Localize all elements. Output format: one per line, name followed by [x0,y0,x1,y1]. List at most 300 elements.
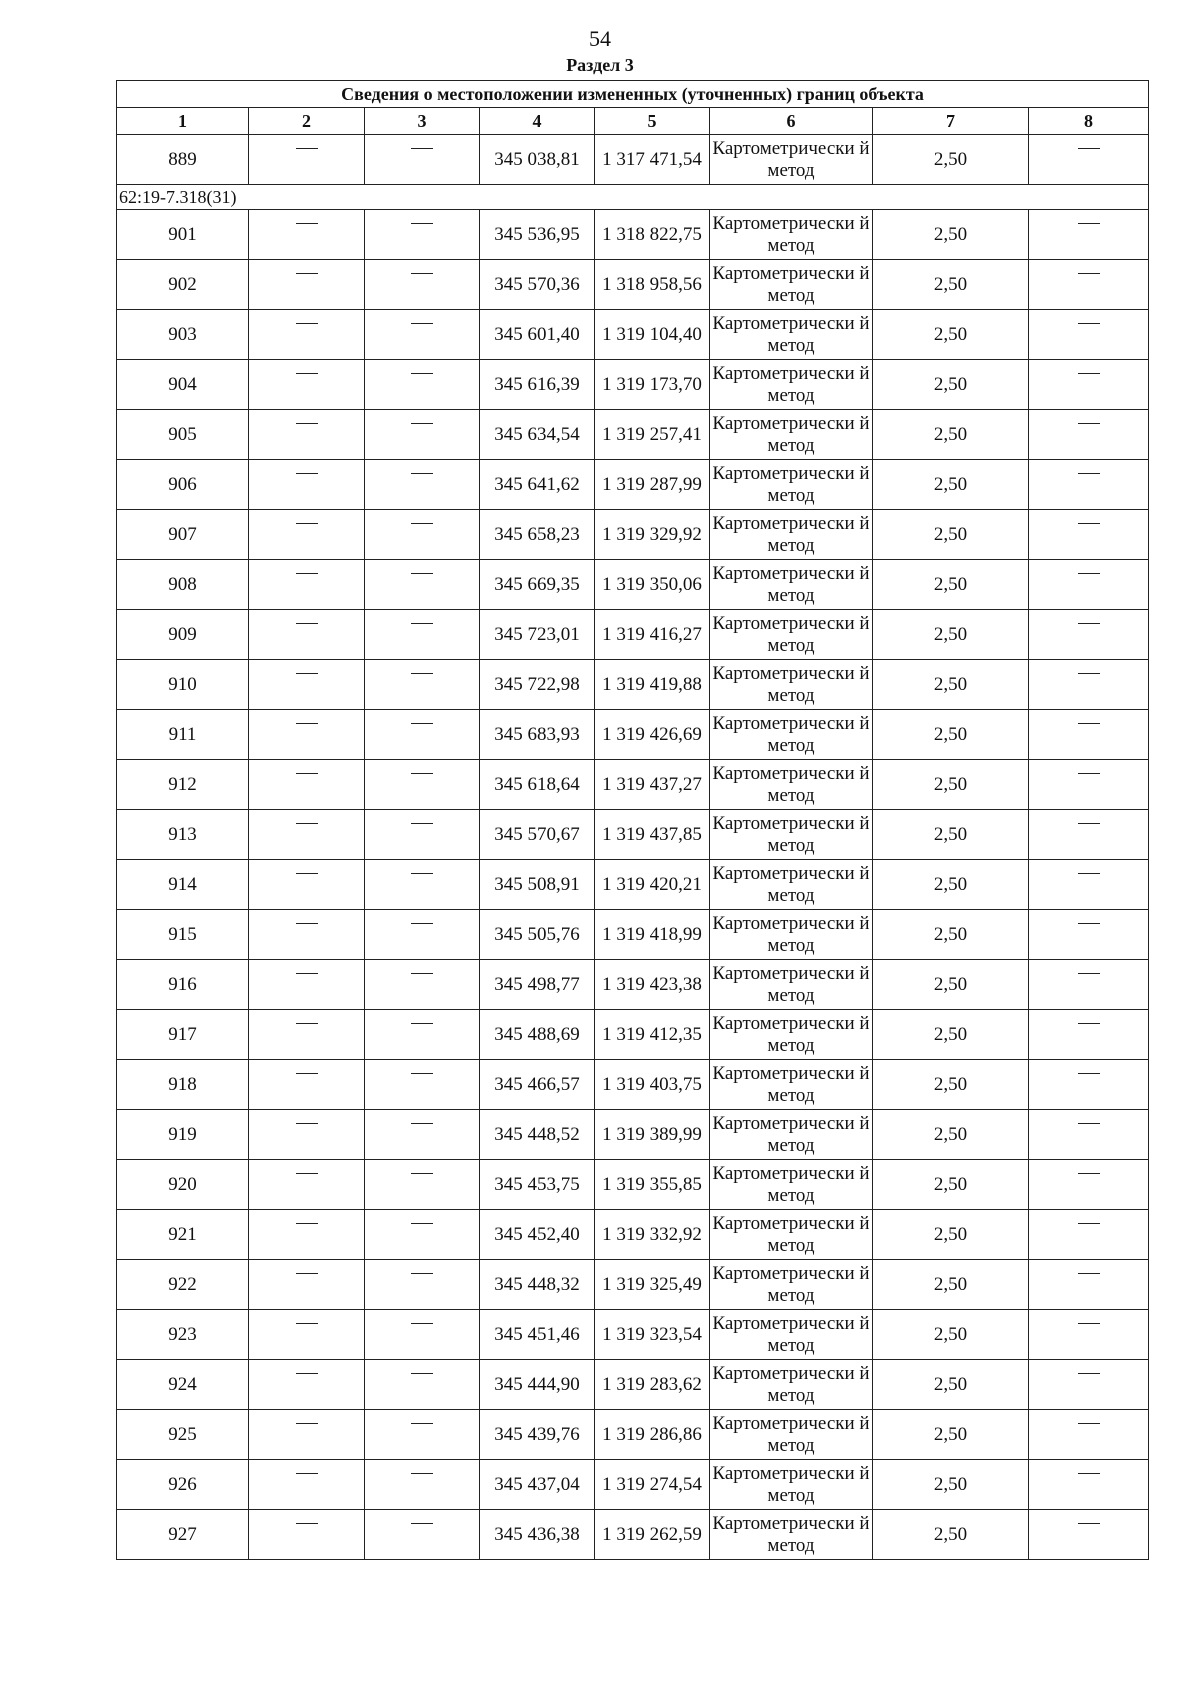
method-cell: Картометрически й метод [710,1010,873,1060]
column-number: 6 [710,108,873,135]
table-row [117,760,1149,810]
point-number: 911 [117,710,249,760]
accuracy-value: 2,50 [873,860,1029,910]
table-row [117,1110,1149,1160]
empty-value-cell [365,560,480,610]
empty-value-cell [365,1460,480,1510]
empty-dash [1078,1273,1100,1296]
coordinate-x: 345 451,46 [480,1310,595,1360]
empty-dash [1078,673,1100,696]
empty-value-cell [249,1110,365,1160]
empty-value-cell [249,960,365,1010]
table-row [117,660,1149,710]
empty-value-cell [249,1410,365,1460]
empty-value-cell [365,460,480,510]
point-number: 909 [117,610,249,660]
empty-value-cell [1029,810,1149,860]
empty-value-cell [1029,610,1149,660]
table-row [117,1210,1149,1260]
empty-dash [296,723,318,746]
empty-value-cell [249,1360,365,1410]
empty-value-cell [365,810,480,860]
coordinate-x: 345 452,40 [480,1210,595,1260]
accuracy-value: 2,50 [873,260,1029,310]
table-row [117,135,1149,185]
accuracy-value: 2,50 [873,410,1029,460]
coordinate-y: 1 319 325,49 [595,1260,710,1310]
coordinate-x: 345 508,91 [480,860,595,910]
empty-dash [411,1173,433,1196]
empty-dash [296,1023,318,1046]
coordinate-x: 345 723,01 [480,610,595,660]
empty-dash [411,148,433,171]
empty-value-cell [365,1060,480,1110]
coordinate-y: 1 319 389,99 [595,1110,710,1160]
accuracy-value: 2,50 [873,560,1029,610]
column-number: 5 [595,108,710,135]
accuracy-value: 2,50 [873,1010,1029,1060]
empty-value-cell [1029,560,1149,610]
table-row [117,1410,1149,1460]
coordinate-x: 345 488,69 [480,1010,595,1060]
point-number: 889 [117,135,249,185]
empty-dash [411,673,433,696]
empty-value-cell [1029,1010,1149,1060]
coordinate-y: 1 319 418,99 [595,910,710,960]
coordinate-x: 345 437,04 [480,1460,595,1510]
method-cell: Картометрически й метод [710,260,873,310]
coordinate-y: 1 319 437,27 [595,760,710,810]
empty-dash [1078,573,1100,596]
empty-value-cell [365,1210,480,1260]
empty-dash [411,373,433,396]
point-number: 907 [117,510,249,560]
empty-value-cell [249,210,365,260]
empty-dash [411,1473,433,1496]
empty-value-cell [1029,1110,1149,1160]
coordinate-x: 345 466,57 [480,1060,595,1110]
empty-dash [1078,1323,1100,1346]
accuracy-value: 2,50 [873,810,1029,860]
point-number: 926 [117,1460,249,1510]
method-cell: Картометрически й метод [710,1460,873,1510]
empty-dash [296,873,318,896]
table-row [117,1010,1149,1060]
table-row [117,410,1149,460]
empty-dash [411,1273,433,1296]
table-row [117,860,1149,910]
accuracy-value: 2,50 [873,510,1029,560]
point-number: 903 [117,310,249,360]
table-row [117,910,1149,960]
table-row [117,960,1149,1010]
empty-value-cell [249,1210,365,1260]
coordinate-y: 1 319 323,54 [595,1310,710,1360]
method-cell: Картометрически й метод [710,510,873,560]
method-cell: Картометрически й метод [710,460,873,510]
method-cell: Картометрически й метод [710,1360,873,1410]
method-cell: Картометрически й метод [710,660,873,710]
empty-dash [1078,423,1100,446]
point-number: 908 [117,560,249,610]
column-number: 3 [365,108,480,135]
empty-dash [296,1073,318,1096]
empty-dash [296,673,318,696]
table-row [117,1360,1149,1410]
empty-value-cell [249,1010,365,1060]
point-number: 906 [117,460,249,510]
empty-value-cell [249,710,365,760]
method-cell: Картометрически й метод [710,610,873,660]
accuracy-value: 2,50 [873,1210,1029,1260]
empty-dash [411,623,433,646]
point-number: 919 [117,1110,249,1160]
empty-dash [411,723,433,746]
empty-value-cell [1029,210,1149,260]
coordinate-y: 1 319 437,85 [595,810,710,860]
empty-value-cell [365,1510,480,1560]
empty-value-cell [249,1310,365,1360]
table-caption: Сведения о местоположении измененных (уточненных) границ объекта [117,81,1149,108]
accuracy-value: 2,50 [873,1110,1029,1160]
empty-dash [1078,1223,1100,1246]
point-number: 927 [117,1510,249,1560]
accuracy-value: 2,50 [873,910,1029,960]
coordinate-x: 345 444,90 [480,1360,595,1410]
empty-value-cell [249,1160,365,1210]
empty-value-cell [1029,1060,1149,1110]
empty-dash [411,423,433,446]
accuracy-value: 2,50 [873,460,1029,510]
empty-value-cell [1029,860,1149,910]
empty-dash [1078,223,1100,246]
empty-value-cell [1029,135,1149,185]
method-cell: Картометрически й метод [710,1410,873,1460]
coordinate-x: 345 505,76 [480,910,595,960]
coordinate-y: 1 319 412,35 [595,1010,710,1060]
coordinate-x: 345 658,23 [480,510,595,560]
empty-value-cell [249,860,365,910]
empty-dash [296,523,318,546]
point-number: 912 [117,760,249,810]
group-label: 62:19-7.318(31) [117,185,1149,210]
empty-value-cell [1029,260,1149,310]
column-number-row [117,108,1149,135]
empty-dash [296,1523,318,1546]
column-number: 2 [249,108,365,135]
empty-dash [1078,1523,1100,1546]
empty-value-cell [1029,1460,1149,1510]
empty-value-cell [249,410,365,460]
empty-value-cell [1029,1360,1149,1410]
empty-value-cell [365,410,480,460]
point-number: 910 [117,660,249,710]
empty-dash [296,373,318,396]
table-body [117,81,1149,1560]
coordinate-y: 1 319 286,86 [595,1410,710,1460]
empty-value-cell [249,1060,365,1110]
empty-dash [1078,1123,1100,1146]
empty-dash [296,473,318,496]
empty-dash [411,1373,433,1396]
point-number: 901 [117,210,249,260]
column-number: 8 [1029,108,1149,135]
empty-value-cell [1029,510,1149,560]
accuracy-value: 2,50 [873,710,1029,760]
accuracy-value: 2,50 [873,1260,1029,1310]
table-row [117,1260,1149,1310]
coordinate-x: 345 448,52 [480,1110,595,1160]
empty-dash [411,1073,433,1096]
empty-value-cell [249,1460,365,1510]
empty-dash [1078,273,1100,296]
accuracy-value: 2,50 [873,135,1029,185]
accuracy-value: 2,50 [873,310,1029,360]
empty-dash [1078,1423,1100,1446]
empty-dash [296,773,318,796]
empty-value-cell [365,360,480,410]
accuracy-value: 2,50 [873,660,1029,710]
coordinate-x: 345 436,38 [480,1510,595,1560]
coordinate-x: 345 641,62 [480,460,595,510]
empty-dash [1078,1173,1100,1196]
coordinate-y: 1 318 822,75 [595,210,710,260]
accuracy-value: 2,50 [873,1310,1029,1360]
empty-dash [1078,823,1100,846]
empty-dash [1078,873,1100,896]
point-number: 904 [117,360,249,410]
empty-dash [296,623,318,646]
empty-dash [296,1373,318,1396]
table-row [117,810,1149,860]
point-number: 924 [117,1360,249,1410]
empty-value-cell [1029,360,1149,410]
empty-dash [296,148,318,171]
empty-dash [1078,1023,1100,1046]
table-row [117,310,1149,360]
coordinate-y: 1 319 403,75 [595,1060,710,1110]
method-cell: Картометрически й метод [710,135,873,185]
empty-value-cell [249,660,365,710]
accuracy-value: 2,50 [873,610,1029,660]
empty-value-cell [365,1160,480,1210]
empty-dash [411,223,433,246]
empty-value-cell [249,610,365,660]
empty-value-cell [365,1360,480,1410]
method-cell: Картометрически й метод [710,1260,873,1310]
column-number: 1 [117,108,249,135]
empty-value-cell [249,310,365,360]
empty-dash [1078,1473,1100,1496]
coordinate-y: 1 319 332,92 [595,1210,710,1260]
method-cell: Картометрически й метод [710,1110,873,1160]
empty-value-cell [1029,1160,1149,1210]
empty-dash [411,573,433,596]
table-caption-row [117,81,1149,108]
empty-value-cell [365,960,480,1010]
table-row [117,1310,1149,1360]
empty-dash [411,923,433,946]
point-number: 923 [117,1310,249,1360]
empty-value-cell [365,135,480,185]
empty-value-cell [249,260,365,310]
empty-dash [411,323,433,346]
point-number: 921 [117,1210,249,1260]
coordinate-y: 1 319 420,21 [595,860,710,910]
empty-value-cell [1029,1410,1149,1460]
empty-dash [296,1423,318,1446]
coordinate-y: 1 319 355,85 [595,1160,710,1210]
point-number: 902 [117,260,249,310]
coordinate-x: 345 601,40 [480,310,595,360]
empty-value-cell [1029,1210,1149,1260]
coordinate-y: 1 319 423,38 [595,960,710,1010]
coordinate-y: 1 319 257,41 [595,410,710,460]
empty-value-cell [1029,1310,1149,1360]
accuracy-value: 2,50 [873,1060,1029,1110]
method-cell: Картометрически й метод [710,560,873,610]
point-number: 914 [117,860,249,910]
empty-value-cell [365,310,480,360]
empty-value-cell [249,910,365,960]
coordinate-y: 1 319 329,92 [595,510,710,560]
column-number: 4 [480,108,595,135]
empty-dash [296,1223,318,1246]
empty-dash [411,1023,433,1046]
coordinate-x: 345 498,77 [480,960,595,1010]
method-cell: Картометрически й метод [710,1510,873,1560]
coordinate-x: 345 570,67 [480,810,595,860]
empty-value-cell [365,660,480,710]
column-number: 7 [873,108,1029,135]
empty-value-cell [365,210,480,260]
coordinate-x: 345 683,93 [480,710,595,760]
table-row [117,1460,1149,1510]
empty-dash [1078,973,1100,996]
empty-value-cell [365,710,480,760]
empty-value-cell [365,910,480,960]
method-cell: Картометрически й метод [710,760,873,810]
method-cell: Картометрически й метод [710,410,873,460]
coordinate-y: 1 318 958,56 [595,260,710,310]
coordinate-y: 1 319 283,62 [595,1360,710,1410]
empty-dash [411,973,433,996]
empty-dash [296,273,318,296]
method-cell: Картометрически й метод [710,810,873,860]
empty-dash [1078,923,1100,946]
point-number: 913 [117,810,249,860]
empty-dash [411,773,433,796]
empty-value-cell [365,760,480,810]
coordinate-x: 345 616,39 [480,360,595,410]
accuracy-value: 2,50 [873,360,1029,410]
empty-dash [296,323,318,346]
empty-value-cell [1029,910,1149,960]
empty-value-cell [365,1010,480,1060]
empty-dash [411,473,433,496]
empty-dash [411,523,433,546]
table-row [117,610,1149,660]
accuracy-value: 2,50 [873,960,1029,1010]
empty-dash [296,573,318,596]
empty-value-cell [249,760,365,810]
empty-dash [1078,773,1100,796]
empty-dash [296,1173,318,1196]
empty-value-cell [249,135,365,185]
table-row [117,710,1149,760]
empty-dash [411,823,433,846]
table-row [117,1060,1149,1110]
boundary-coordinates-table [116,80,1149,1560]
method-cell: Картометрически й метод [710,910,873,960]
coordinate-x: 345 453,75 [480,1160,595,1210]
empty-dash [296,1273,318,1296]
empty-value-cell [249,460,365,510]
empty-value-cell [249,810,365,860]
method-cell: Картометрически й метод [710,310,873,360]
empty-dash [1078,1073,1100,1096]
table-row [117,260,1149,310]
empty-dash [1078,523,1100,546]
method-cell: Картометрически й метод [710,360,873,410]
empty-dash [296,923,318,946]
empty-value-cell [249,560,365,610]
empty-dash [1078,1373,1100,1396]
table-row [117,1160,1149,1210]
empty-dash [296,1123,318,1146]
group-label-row [117,185,1149,210]
method-cell: Картометрически й метод [710,1060,873,1110]
empty-dash [296,223,318,246]
method-cell: Картометрически й метод [710,1210,873,1260]
empty-dash [1078,623,1100,646]
coordinate-x: 345 669,35 [480,560,595,610]
coordinate-x: 345 618,64 [480,760,595,810]
empty-dash [411,1423,433,1446]
empty-dash [296,823,318,846]
empty-value-cell [1029,1510,1149,1560]
empty-dash [296,973,318,996]
point-number: 916 [117,960,249,1010]
empty-value-cell [1029,410,1149,460]
method-cell: Картометрически й метод [710,960,873,1010]
coordinate-y: 1 317 471,54 [595,135,710,185]
method-cell: Картометрически й метод [710,1310,873,1360]
empty-dash [1078,723,1100,746]
table-row [117,560,1149,610]
empty-dash [411,1523,433,1546]
point-number: 917 [117,1010,249,1060]
accuracy-value: 2,50 [873,210,1029,260]
coordinate-x: 345 722,98 [480,660,595,710]
coordinate-y: 1 319 104,40 [595,310,710,360]
empty-value-cell [365,260,480,310]
coordinate-x: 345 038,81 [480,135,595,185]
coordinate-x: 345 439,76 [480,1410,595,1460]
empty-value-cell [249,360,365,410]
coordinate-y: 1 319 262,59 [595,1510,710,1560]
empty-value-cell [1029,1260,1149,1310]
method-cell: Картометрически й метод [710,710,873,760]
table-row [117,360,1149,410]
empty-value-cell [365,1310,480,1360]
point-number: 918 [117,1060,249,1110]
empty-value-cell [1029,760,1149,810]
empty-dash [411,873,433,896]
coordinate-x: 345 536,95 [480,210,595,260]
empty-value-cell [365,610,480,660]
accuracy-value: 2,50 [873,1510,1029,1560]
